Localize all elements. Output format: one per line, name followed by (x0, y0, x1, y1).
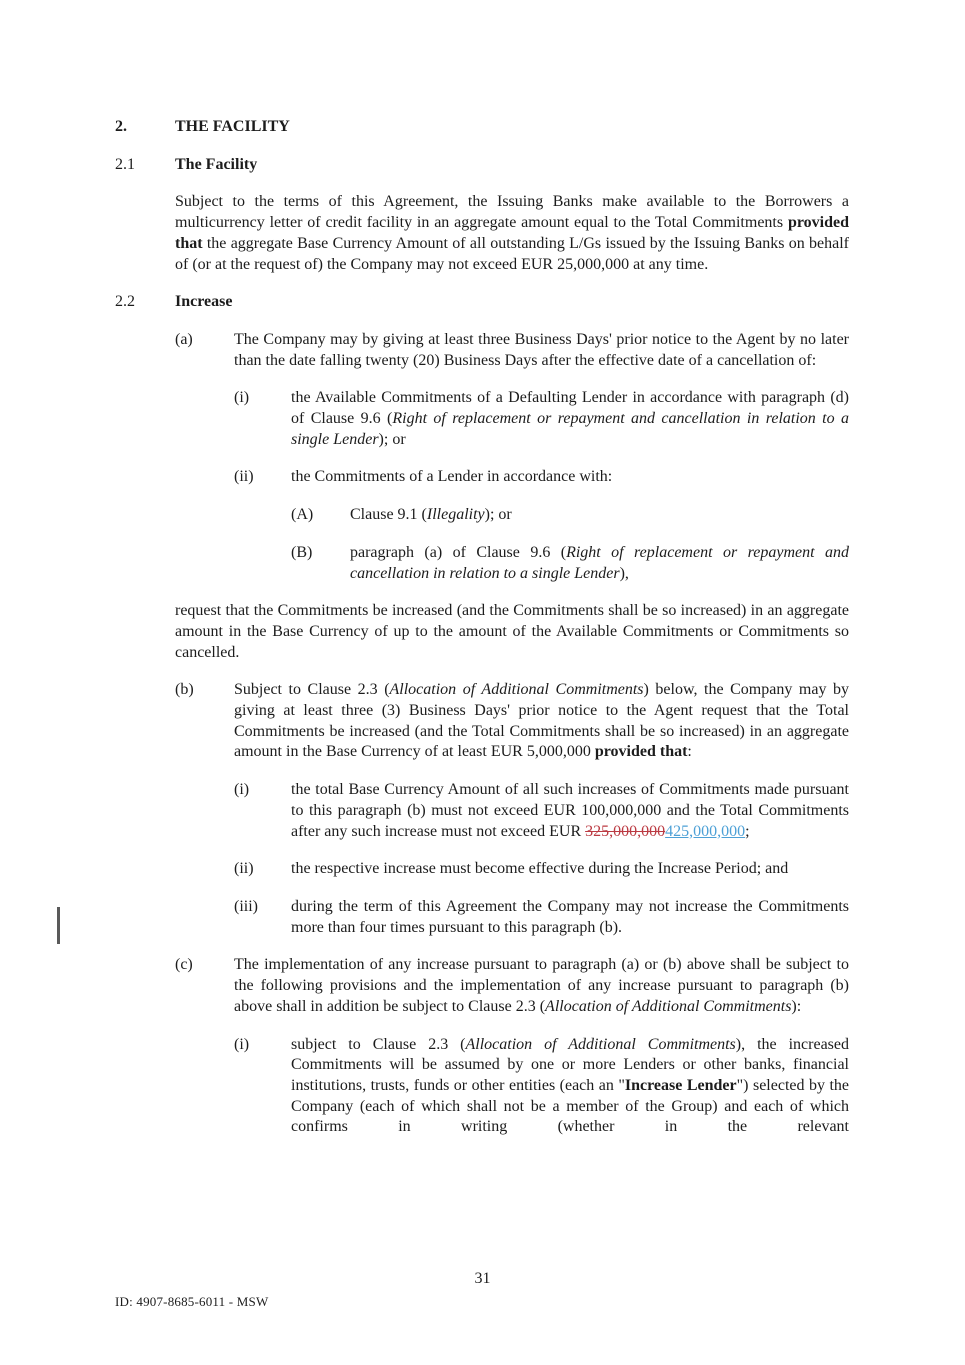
text-run: ), the increased Commitments will be assumed by one or more Lenders or other banks, financial institutions, trusts, funds or other entities (each an " (291, 1035, 850, 1094)
text-run-ins: 425,000,000 (665, 822, 746, 840)
item-c-i (234, 1035, 849, 1139)
clause-2-2-number: 2.2 (115, 293, 135, 311)
item-b (175, 680, 849, 763)
item-a-ii-A-label: (A) (291, 506, 314, 524)
text-run-del: 325,000,000 (585, 822, 666, 840)
clause-2-number: 2. (115, 118, 127, 135)
item-a-text (234, 330, 849, 371)
item-a-ii-B-label: (B) (291, 543, 313, 561)
item-a-ii-B (291, 543, 849, 584)
text-run: The Company may by giving at least three Business Days' prior notice to the Agent by no later than the date falling twenty (20) Business Days after the effective date of a cancellation of: (234, 330, 849, 369)
text-run: Clause 9.1 ( (350, 506, 427, 524)
item-b-i-text (291, 780, 849, 842)
revision-change-bar (57, 907, 60, 944)
text-run: ); or (378, 430, 406, 448)
text-run: : (687, 743, 692, 761)
item-a-ii-A (291, 505, 849, 526)
text-run-b: provided that (175, 214, 849, 252)
text-run: ; (745, 822, 750, 840)
text-run-i: Allocation of Additional Commitments (465, 1035, 736, 1053)
text-run: paragraph (a) of Clause 9.6 ( (350, 543, 567, 561)
text-run: subject to Clause 2.3 ( (291, 1035, 466, 1053)
item-c-label: (c) (175, 956, 193, 974)
text-run-i: Illegality (426, 506, 485, 524)
item-a-i-text (291, 388, 849, 450)
text-run-i: Right of replacement or repayment and cancellation in relation to a single Lender (291, 410, 849, 448)
text-run: The implementation of any increase pursuant to paragraph (a) or (b) above shall be subject to the following provisions and the implementation of any increase pursuant to paragraph (b) above shall in addition be subject to Clause 2.3 ( (234, 956, 849, 1015)
item-b-i-label: (i) (234, 781, 250, 799)
text-run: ); or (484, 506, 512, 524)
item-a (175, 330, 849, 371)
item-b-iii-text (291, 897, 849, 938)
item-a-i-label: (i) (234, 389, 250, 407)
document-body (115, 117, 849, 1155)
document-id: ID: 4907-8685-6011 - MSW (115, 1294, 269, 1309)
clause-2-1-number: 2.1 (115, 155, 135, 173)
item-a-continuation (175, 601, 849, 663)
item-c-text (234, 955, 849, 1017)
text-run: the Commitments of a Lender in accordance with: (291, 468, 613, 486)
item-a-i (234, 388, 849, 450)
item-a-ii (234, 467, 849, 488)
text-run: ) below, the Company may by giving at least three (3) Business Days' prior notice to the Agent request that the Total Commitments be increased (and the Total Commitments shall be so increased) in an aggregate amount in the Base Currency of at least EUR 5,000,000 (234, 681, 850, 761)
item-a-label: (a) (175, 330, 193, 348)
item-b-iii (234, 897, 849, 938)
text-run-b: Increase Lender (624, 1076, 737, 1094)
item-b-i (234, 780, 849, 842)
text-run: the Available Commitments of a Defaulting Lender in accordance with paragraph (d) of Clause 9.6 ( (291, 389, 849, 428)
clause-2-2-heading (115, 292, 849, 313)
item-b-ii (234, 859, 849, 880)
item-a-continuation-text (175, 601, 849, 663)
text-run: ), (619, 564, 629, 582)
item-b-iii-label: (iii) (234, 897, 258, 915)
clause-2-heading (115, 117, 849, 138)
item-c (175, 955, 849, 1017)
clause-2-1-paragraph (175, 192, 849, 275)
text-run: the aggregate Base Currency Amount of all outstanding L/Gs issued by the Issuing Banks on behalf of (or at the request of) the Company may not exceed EUR 25,000,000 at any time. (175, 234, 849, 273)
clause-2-1-paragraph-text (175, 192, 849, 275)
item-a-ii-text (291, 467, 849, 488)
text-run: ") selected by the Company (each of which shall not be a member of the Group) and each of which confirms in writing (whether in the relevant (291, 1076, 850, 1136)
text-run-i: Allocation of Additional Commitments (545, 997, 792, 1015)
clause-2-title: THE FACILITY (175, 118, 290, 135)
item-b-ii-text (291, 859, 849, 880)
text-run-i: Right of replacement or repayment and cancellation in relation to a single Lender (350, 543, 849, 582)
clause-2-2-title: Increase (175, 293, 233, 311)
text-run: during the term of this Agreement the Company may not increase the Commitments more than four times pursuant to this paragraph (b). (291, 897, 849, 936)
item-b-text (234, 680, 849, 763)
text-run-b: provided that (594, 743, 688, 761)
item-b-label: (b) (175, 681, 194, 699)
text-run: the respective increase must become effective during the Increase Period; and (291, 860, 789, 878)
text-run: Subject to the terms of this Agreement, the Issuing Banks make available to the Borrowers a multicurrency letter of credit facility in an aggregate amount equal to the Total Commitments (175, 193, 849, 232)
item-a-ii-A-text (350, 505, 849, 526)
item-c-i-text (291, 1035, 849, 1139)
text-run: Subject to Clause 2.3 ( (234, 681, 390, 699)
item-b-ii-label: (ii) (234, 860, 254, 878)
text-run-i: Allocation of Additional Commitments (389, 681, 644, 699)
clause-2-1-title: The Facility (175, 155, 258, 173)
text-run: request that the Commitments be increased (and the Commitments shall be so increased) in an aggregate amount in the Base Currency of up to the amount of the Available Commitments or Commitments so cancelled. (175, 602, 849, 661)
text-run: the total Base Currency Amount of all such increases of Commitments made pursuant to this paragraph (b) must not exceed EUR 100,000,000 and the Total Commitments after any such increase must not exceed EUR (291, 781, 849, 840)
item-a-ii-B-text (350, 543, 849, 584)
clause-2-1-heading (115, 155, 849, 176)
text-run: ): (791, 997, 802, 1015)
item-c-i-label: (i) (234, 1035, 250, 1053)
page-number: 31 (474, 1270, 491, 1287)
item-a-ii-label: (ii) (234, 468, 254, 486)
